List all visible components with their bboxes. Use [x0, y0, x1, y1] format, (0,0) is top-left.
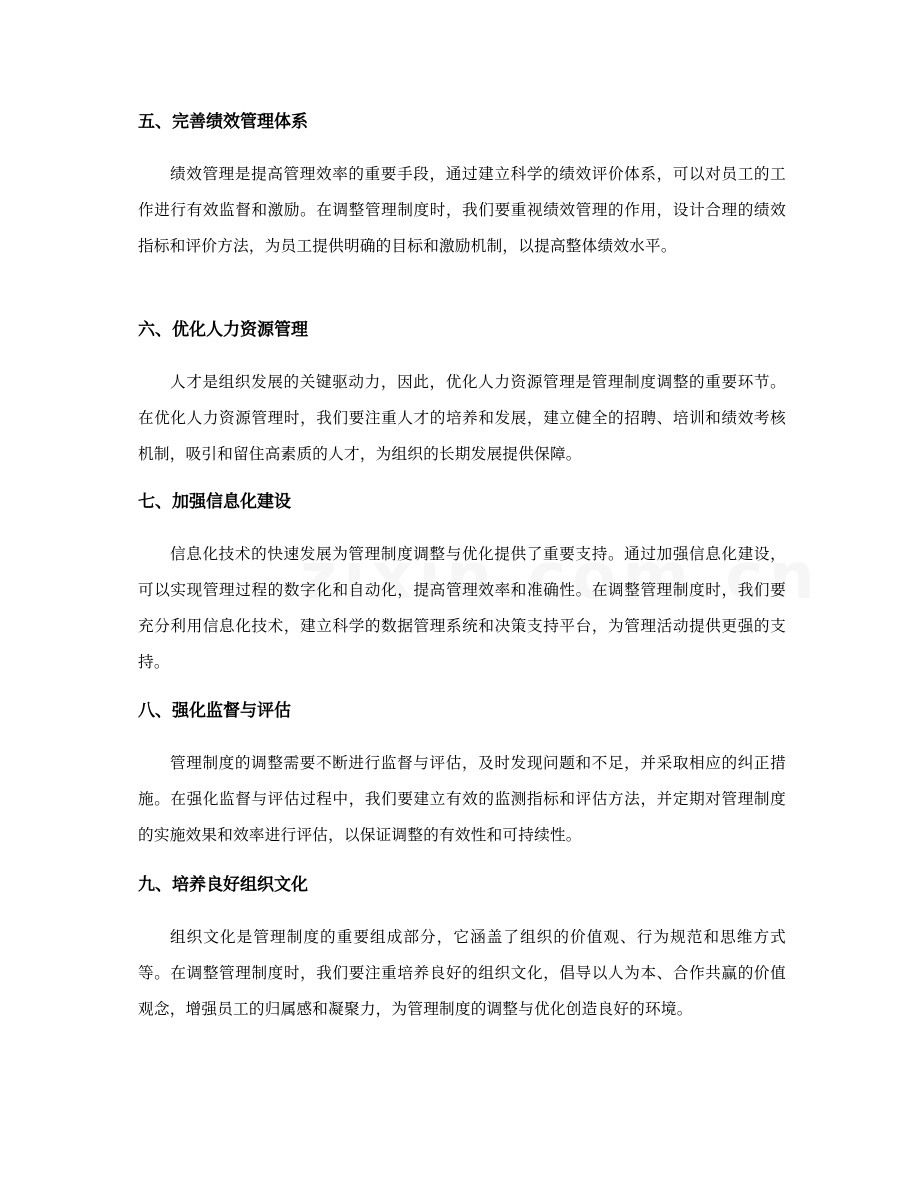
section-8: [138, 699, 786, 853]
section-heading: 六、优化人力资源管理: [138, 320, 308, 340]
section-heading: 九、培养良好组织文化: [138, 875, 308, 895]
section-heading: 五、完善绩效管理体系: [138, 112, 308, 132]
section-6: [138, 318, 786, 472]
section-9: [138, 873, 786, 1027]
section-heading: 八、强化监督与评估: [138, 701, 291, 721]
section-7: [138, 490, 786, 680]
section-paragraph: 绩效管理是提高管理效率的重要手段，通过建立科学的绩效评价体系，可以对员工的工作进行有效监督和激励。在调整管理制度时，我们要重视绩效管理的作用，设计合理的绩效指标和评价方法，为员工提供明确的目标和激励机制，以提高整体绩效水平。: [138, 165, 786, 255]
section-5: [138, 110, 786, 264]
section-paragraph: 组织文化是管理制度的重要组成部分，它涵盖了组织的价值观、行为规范和思维方式等。在调整管理制度时，我们要注重培养良好的组织文化，倡导以人为本、合作共赢的价值观念，增强员工的归属感和凝聚力，为管理制度的调整与优化创造良好的环境。: [138, 928, 786, 1018]
section-heading: 七、加强信息化建设: [138, 492, 291, 512]
section-paragraph: 管理制度的调整需要不断进行监督与评估，及时发现问题和不足，并采取相应的纠正措施。在强化监督与评估过程中，我们要建立有效的监测指标和评估方法，并定期对管理制度的实施效果和效率进行评估，以保证调整的有效性和可持续性。: [138, 754, 786, 844]
section-paragraph: 人才是组织发展的关键驱动力，因此，优化人力资源管理是管理制度调整的重要环节。在优化人力资源管理时，我们要注重人才的培养和发展，建立健全的招聘、培训和绩效考核机制，吸引和留住高素质的人才，为组织的长期发展提供保障。: [138, 373, 786, 463]
section-paragraph: 信息化技术的快速发展为管理制度调整与优化提供了重要支持。通过加强信息化建设，可以实现管理过程的数字化和自动化，提高管理效率和准确性。在调整管理制度时，我们要充分利用信息化技术，建立科学的数据管理系统和决策支持平台，为管理活动提供更强的支持。: [138, 545, 786, 671]
